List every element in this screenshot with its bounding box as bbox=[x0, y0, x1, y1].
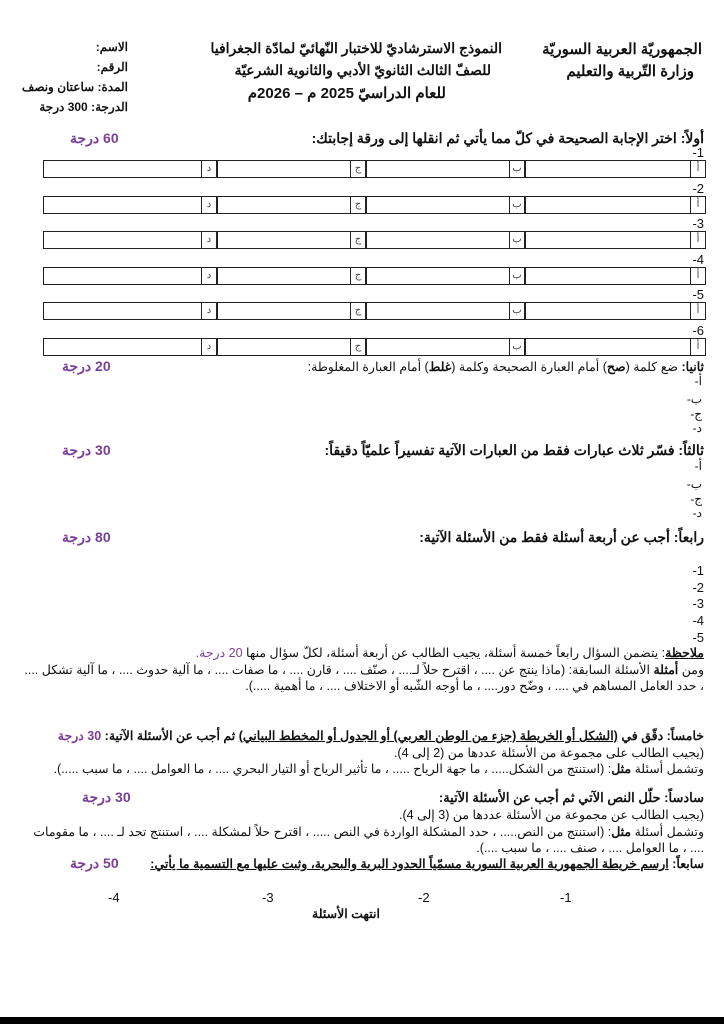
q6-block bbox=[24, 807, 704, 857]
q7-item: -2 bbox=[418, 890, 430, 905]
bottom-border-bar bbox=[0, 1017, 724, 1024]
option-answer-cell[interactable] bbox=[217, 339, 350, 355]
mcq-options-row bbox=[43, 160, 706, 178]
option-answer-cell[interactable] bbox=[217, 268, 350, 284]
note-label: ملاحظة bbox=[665, 646, 704, 660]
option-label: ج bbox=[350, 161, 366, 177]
mcq-options-row bbox=[43, 231, 706, 249]
q5-title-a: خامساً: دقّق في bbox=[617, 729, 704, 743]
q7-item: -4 bbox=[108, 890, 120, 905]
mcq-options-row bbox=[43, 267, 706, 285]
option-label: ب bbox=[509, 197, 525, 213]
option-label: د bbox=[201, 339, 217, 355]
header-duration: المدة: ساعتان ونصف bbox=[21, 80, 128, 94]
option-answer-cell[interactable] bbox=[525, 197, 690, 213]
q7-title-a: سابعاً: bbox=[668, 857, 704, 871]
option-answer-cell[interactable] bbox=[44, 339, 201, 355]
option-answer-cell[interactable] bbox=[44, 268, 201, 284]
q7-points: 50 درجة bbox=[70, 855, 119, 871]
option-label: أ bbox=[690, 161, 705, 177]
option-answer-cell[interactable] bbox=[366, 268, 509, 284]
note-examples-a: ومن bbox=[678, 662, 704, 677]
option-answer-cell[interactable] bbox=[525, 339, 690, 355]
mcq-options-row bbox=[43, 338, 706, 356]
option-answer-cell[interactable] bbox=[525, 161, 690, 177]
q1-item-number: -1 bbox=[692, 145, 704, 160]
q4-item: -2 bbox=[692, 580, 704, 595]
q3-item: ب- bbox=[686, 477, 702, 491]
option-answer-cell[interactable] bbox=[217, 232, 350, 248]
q2-text-c: ) أمام العبارة المغلوطة: bbox=[307, 360, 429, 374]
q2-item: ج- bbox=[690, 407, 702, 421]
option-answer-cell[interactable] bbox=[366, 339, 509, 355]
q2-title bbox=[308, 359, 704, 374]
note-examples-bold: أمثلة bbox=[653, 662, 679, 677]
q2-word-false: غلط bbox=[428, 360, 452, 374]
q5-block bbox=[24, 728, 704, 778]
end-of-questions: انتهت الأسئلة bbox=[312, 907, 380, 921]
q3-points: 30 درجة bbox=[62, 442, 111, 458]
q5-title-b: ثم أجب عن الأسئلة الآتية: bbox=[101, 729, 239, 743]
q4-title: رابعاً: أجب عن أربعة أسئلة فقط من الأسئلة الآتية: bbox=[419, 529, 704, 545]
option-label: د bbox=[201, 197, 217, 213]
note-text: : يتضمن السؤال رابعاً خمسة أسئلة، يجيب الطالب عن أربعة أسئلة، لكلّ سؤال منها bbox=[242, 646, 666, 660]
q3-item: د- bbox=[692, 506, 702, 520]
option-answer-cell[interactable] bbox=[217, 303, 350, 319]
q2-label: ثانيا: bbox=[681, 360, 704, 374]
q6-title: سادساً: حلّل النص الآتي ثم أجب عن الأسئلة الآتية: bbox=[438, 790, 704, 805]
option-answer-cell[interactable] bbox=[366, 161, 509, 177]
q4-item: -1 bbox=[692, 563, 704, 578]
option-answer-cell[interactable] bbox=[525, 232, 690, 248]
option-label: د bbox=[201, 161, 217, 177]
option-label: د bbox=[201, 232, 217, 248]
note-paragraph bbox=[24, 645, 704, 695]
option-label: د bbox=[201, 303, 217, 319]
option-label: ج bbox=[350, 232, 366, 248]
header-total-grade: الدرجة: 300 درجة bbox=[39, 100, 128, 114]
option-answer-cell[interactable] bbox=[44, 161, 201, 177]
header-grade: للصفّ الثالث الثانويّ الأدبي والثانوية الشرعيّة bbox=[234, 62, 491, 78]
q6-points: 30 درجة bbox=[82, 789, 131, 805]
q1-points: 60 درجة bbox=[70, 130, 119, 146]
q2-word-true: صح bbox=[606, 360, 626, 374]
option-label: ج bbox=[350, 339, 366, 355]
option-answer-cell[interactable] bbox=[44, 232, 201, 248]
option-label: ب bbox=[509, 339, 525, 355]
q6-line2-a: وتشمل أسئلة bbox=[631, 824, 704, 839]
header-name-label: الاسم: bbox=[95, 40, 128, 54]
option-label: أ bbox=[690, 232, 705, 248]
q7-title bbox=[150, 856, 704, 871]
option-label: ب bbox=[509, 161, 525, 177]
header-number-label: الرقم: bbox=[96, 60, 128, 74]
q4-item: -5 bbox=[692, 630, 704, 645]
q3-item: أ- bbox=[694, 459, 702, 473]
option-label: أ bbox=[690, 339, 705, 355]
q5-line1: (يجيب الطالب على مجموعة من الأسئلة عددها من (2 إلى 4). bbox=[393, 745, 704, 760]
option-answer-cell[interactable] bbox=[525, 303, 690, 319]
option-label: ب bbox=[509, 232, 525, 248]
option-answer-cell[interactable] bbox=[366, 197, 509, 213]
q5-title-underlined: (الشكل أو الخريطة (جزء من الوطن العربي) أو الجدول أو المخطط البياني) bbox=[238, 729, 618, 743]
q3-title: ثالثاً: فسّر ثلاث عبارات فقط من العبارات الآتية تفسيراً علميّاً دقيقاً: bbox=[324, 442, 704, 458]
option-label: أ bbox=[690, 303, 705, 319]
option-label: أ bbox=[690, 197, 705, 213]
option-label: ج bbox=[350, 303, 366, 319]
option-answer-cell[interactable] bbox=[366, 232, 509, 248]
mcq-options-row bbox=[43, 302, 706, 320]
q7-item: -1 bbox=[560, 890, 572, 905]
q7-title-underlined: ارسم خريطة الجمهورية العربية السورية مسمّياً الحدود البرية والبحرية، وثبت عليها مع التسمية ما يأتي: bbox=[150, 857, 669, 871]
header-exam-title: النموذج الاسترشاديّ للاختبار النّهائيّ لمادّة الجغرافيا bbox=[210, 40, 502, 56]
q1-title: أولاً: اختر الإجابة الصحيحة في كلّ مما يأتي ثم انقلها إلى ورقة إجابتك: bbox=[311, 130, 704, 146]
option-answer-cell[interactable] bbox=[44, 197, 201, 213]
q1-item-number: -3 bbox=[692, 216, 704, 231]
option-label: ج bbox=[350, 197, 366, 213]
q2-item: أ- bbox=[694, 374, 702, 388]
note-examples-b: الأسئلة السابقة: (ماذا ينتج عن .... ، اقترح حلاً لـ.... ، صنّف .... ، قارن .... ، ما صفات .... ، ما آلية حدوث .... ، ما آلية تشكل .... ، حدد العامل المساهم في .... ، وضّح دور.... ، ما أوجه الشّبه أو الاختلاف .... ، ما أهمية .....). bbox=[24, 662, 704, 693]
q5-line2-a: وتشمل أسئلة bbox=[631, 762, 704, 776]
header-ministry: وزارة التّربية والتعليم bbox=[566, 63, 694, 80]
note-points: 20 درجة. bbox=[195, 646, 243, 660]
q2-points: 20 درجة bbox=[62, 358, 111, 374]
q6-line1: (يجيب الطالب عن مجموعة من الأسئلة عددها من (3 إلى 4). bbox=[398, 808, 704, 822]
q5-points: 30 درجة bbox=[57, 729, 102, 743]
q4-item: -4 bbox=[692, 613, 704, 628]
header-year: للعام الدراسيّ 2025 م – 2026م bbox=[247, 85, 446, 102]
q2-text-a: ضع كلمة ( bbox=[625, 360, 682, 374]
q7-item: -3 bbox=[262, 890, 274, 905]
option-label: د bbox=[201, 268, 217, 284]
q4-points: 80 درجة bbox=[62, 529, 111, 545]
q2-item: ب- bbox=[686, 392, 702, 406]
mcq-options-row bbox=[43, 196, 706, 214]
option-label: ج bbox=[350, 268, 366, 284]
q2-item: د- bbox=[692, 421, 702, 435]
option-answer-cell[interactable] bbox=[217, 161, 350, 177]
option-answer-cell[interactable] bbox=[217, 197, 350, 213]
option-label: ب bbox=[509, 303, 525, 319]
header-country: الجمهوريّة العربية السوريّة bbox=[542, 41, 702, 58]
q1-item-number: -2 bbox=[692, 180, 704, 196]
option-answer-cell[interactable] bbox=[366, 303, 509, 319]
q5-line2-b: : (استنتج من الشكل..... ، ما جهة الرياح ..... ، ما تأثير الرياح أو التيار البحري .... ، ما العوامل .... ، ما سبب .....). bbox=[53, 762, 612, 776]
q1-item-number: -5 bbox=[692, 287, 704, 302]
option-label: ب bbox=[509, 268, 525, 284]
q6-line2-b: : (استنتج من النص..... ، حدد المشكلة الواردة في النص ..... ، اقترح حلاً لمشكلة .... ، استنتج تحد لـ .... ، ما مقومات .... ، ما العوامل .... ، صنف .... ، ما سبب ....). bbox=[33, 824, 704, 855]
q6-line2-bold: مثل bbox=[611, 824, 632, 839]
q3-item: ج- bbox=[690, 492, 702, 506]
q1-item-number: -4 bbox=[692, 251, 704, 267]
q4-item: -3 bbox=[692, 596, 704, 611]
q2-text-b: ) أمام العبارة الصحيحة وكلمة ( bbox=[451, 360, 607, 374]
option-label: أ bbox=[690, 268, 705, 284]
q1-item-number: -6 bbox=[692, 322, 704, 338]
q5-line2-bold: مثل bbox=[611, 762, 632, 776]
option-answer-cell[interactable] bbox=[44, 303, 201, 319]
option-answer-cell[interactable] bbox=[525, 268, 690, 284]
